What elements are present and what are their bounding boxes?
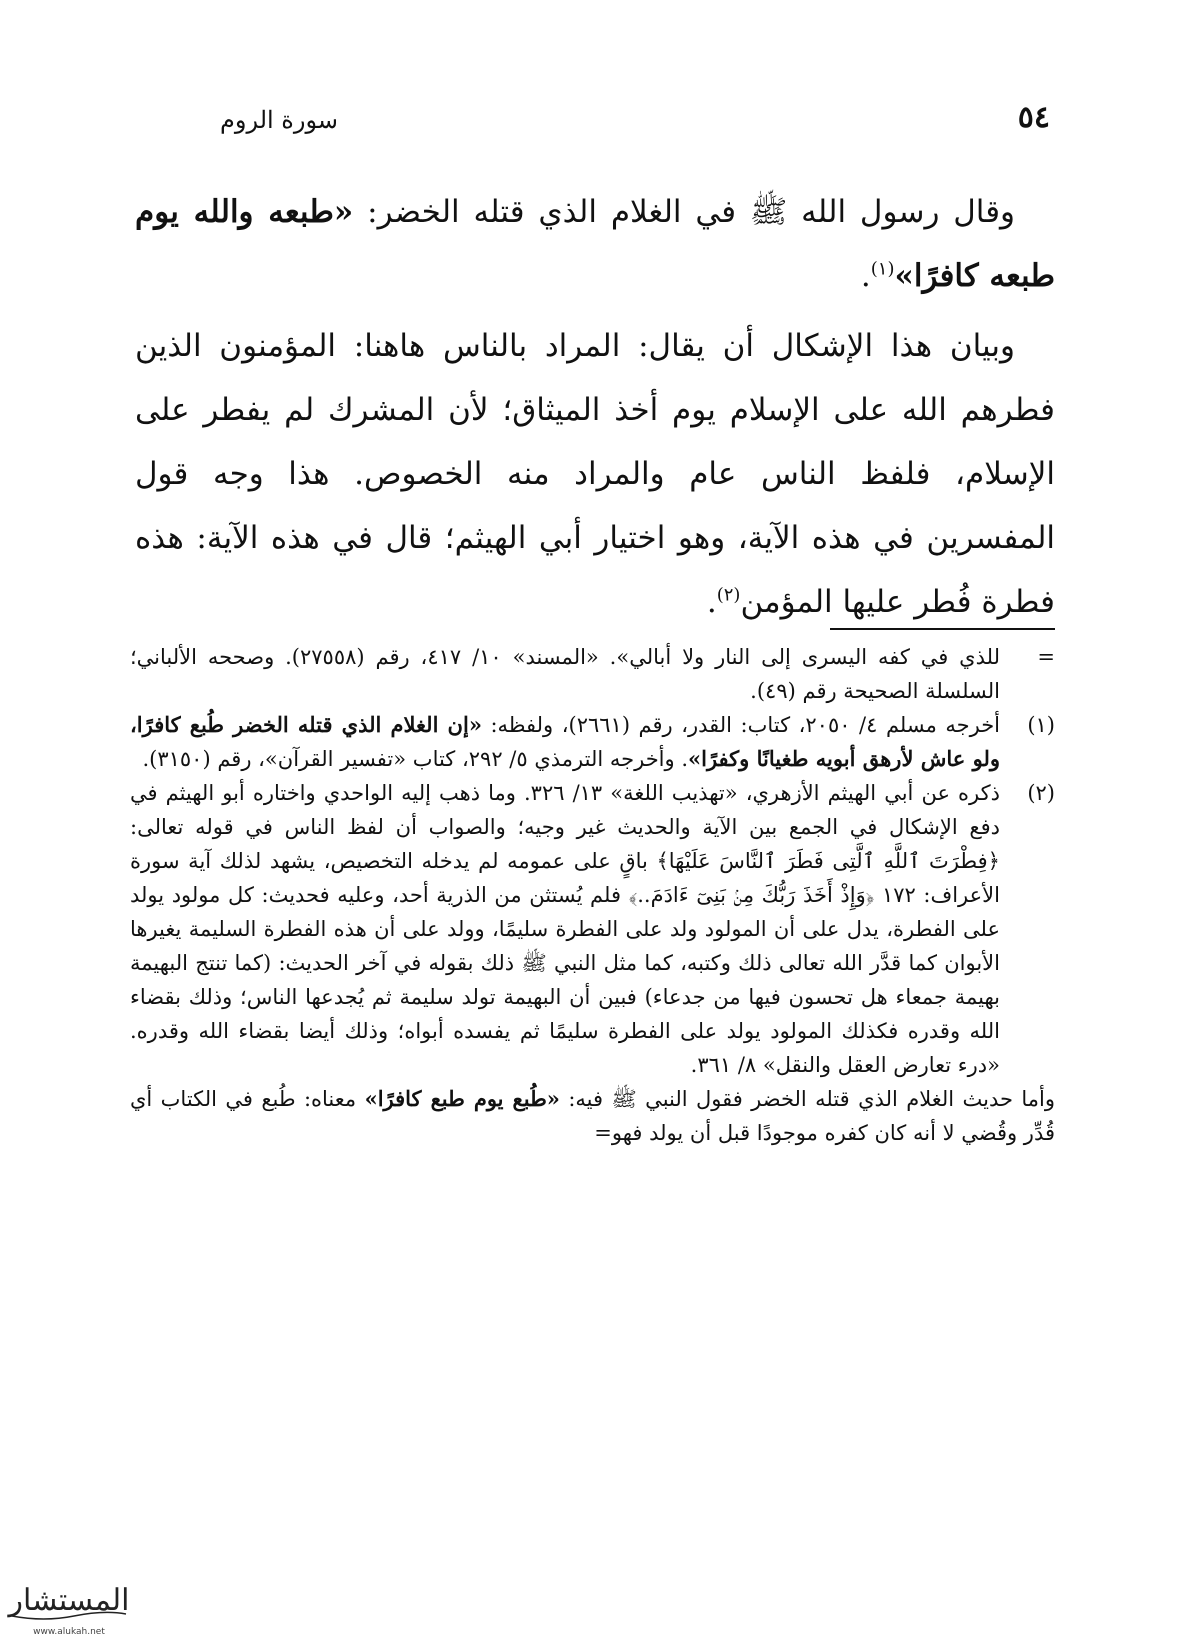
running-title: سورة الروم xyxy=(220,106,338,134)
watermark-logo xyxy=(4,1572,134,1642)
footnote-2-continued xyxy=(130,1082,1055,1150)
footnote-1-number: (١) xyxy=(1027,713,1055,737)
footnote-2-continued-after: معناه: طُبع في الكتاب أي قُدِّر وقُضي لا أنه كان كفره موجودًا قبل أن يولد فهو= xyxy=(130,1087,1055,1145)
main-text xyxy=(135,180,1055,634)
paragraph-2 xyxy=(135,314,1055,634)
footnote-1 xyxy=(130,708,1055,776)
footnote-2-continued-quote: «طُبع يوم طبع كافرًا» xyxy=(364,1086,560,1111)
footnote-1-text-before: أخرجه مسلم ٤/ ٢٠٥٠، كتاب: القدر، رقم (٢٦٦١)، ولفظه: xyxy=(481,713,1001,737)
footnote-continuation xyxy=(130,640,1055,708)
watermark-logo-text: المستشار xyxy=(8,1583,130,1618)
continuation-text: للذي في كفه اليسرى إلى النار ولا أبالي». «المسند» ١٠/ ٤١٧، رقم (٢٧٥٥٨). وصححه الألباني؛ السلسلة الصحيحة رقم (٤٩). xyxy=(130,645,1000,703)
footnote-2-continued-before: وأما حديث الغلام الذي قتله الخضر فقول النبي ﷺ فيه: xyxy=(559,1087,1055,1111)
footnote-ref-2[interactable]: (٢) xyxy=(716,584,741,606)
footnote-2 xyxy=(130,776,1055,1082)
paragraph-1 xyxy=(135,180,1055,308)
footnote-2-text: ذكره عن أبي الهيثم الأزهري، «تهذيب اللغة» ١٣/ ٣٢٦. وما ذهب إليه الواحدي واختاره أبو الهيثم في دفع الإشكال في الجمع بين الآية والحديث غير وجيه؛ والصواب أن لفظ الناس في قوله تعالى: ﴿فِطْرَتَ ٱللَّهِ ٱلَّتِى فَطَرَ ٱلنَّاسَ عَلَيْهَا﴾ باقٍ على عمومه لم يدخله التخصيص، يشهد لذلك آية سورة الأعراف: ١٧٢ ﴿وَإِذْ أَخَذَ رَبُّكَ مِنۢ بَنِىٓ ءَادَمَ..﴾ فلم يُستثن من الذرية أحد، وعليه فحديث: كل مولود يولد على الفطرة، يدل على أن المولود ولد على الفطرة سليمًا، وولد على أن هذه الفطرة السليمة يغيرها الأبوان كما قدَّر الله تعالى ذلك وكتبه، كما مثل النبي ﷺ ذلك بقوله في آخر الحديث: (كما تنتج البهيمة بهيمة جمعاء هل تحسون فيها من جدعاء) فبين أن البهيمة تولد سليمة ثم يُجدعها الناس؛ وذلك بقضاء الله وقدره فكذلك المولود يولد على الفطرة سليمًا ثم يفسده أبواه؛ وذلك أيضا بقضاء الله وقدره. «درء تعارض العقل والنقل» ٨/ ٣٦١. xyxy=(130,781,1000,1077)
page-number: ٥٤ xyxy=(1017,100,1050,135)
continuation-marker: = xyxy=(1037,645,1055,669)
footnote-2-number: (٢) xyxy=(1027,781,1055,805)
footnote-separator xyxy=(830,628,1055,630)
paragraph-1-text: وقال رسول الله ﷺ في الغلام الذي قتله الخضر: xyxy=(353,194,1016,230)
paragraph-2-end: . xyxy=(706,584,717,620)
paragraph-2-text: وبيان هذا الإشكال أن يقال: المراد بالناس هاهنا: المؤمنون الذين فطرهم الله على الإسلام يوم أخذ الميثاق؛ لأن المشرك لم يفطر على الإسلام، فلفظ الناس عام والمراد منه الخصوص. هذا وجه قول المفسرين في هذه الآية، وهو اختيار أبي الهيثم؛ قال في هذه الآية: هذه فطرة فُطر عليها المؤمن xyxy=(135,328,1055,620)
footnote-1-text-after: . وأخرجه الترمذي ٥/ ٢٩٢، كتاب «تفسير القرآن»، رقم (٣١٥٠). xyxy=(142,747,689,771)
footnote-1-quote: «إن الغلام الذي قتله الخضر طُبع كافرًا، ولو عاش لأرهق أبويه طغيانًا وكفرًا» xyxy=(130,712,1000,771)
paragraph-1-end: . xyxy=(860,258,871,294)
footnote-ref-1[interactable]: (١) xyxy=(870,258,895,280)
page-header xyxy=(190,100,1050,150)
paragraph-1-quote: «طبعه والله يوم طبعه كافرًا» xyxy=(135,194,1055,294)
footnote-1-body xyxy=(130,708,1000,776)
footnotes xyxy=(130,640,1055,1150)
watermark-subtext: www.alukah.net xyxy=(33,1627,105,1637)
